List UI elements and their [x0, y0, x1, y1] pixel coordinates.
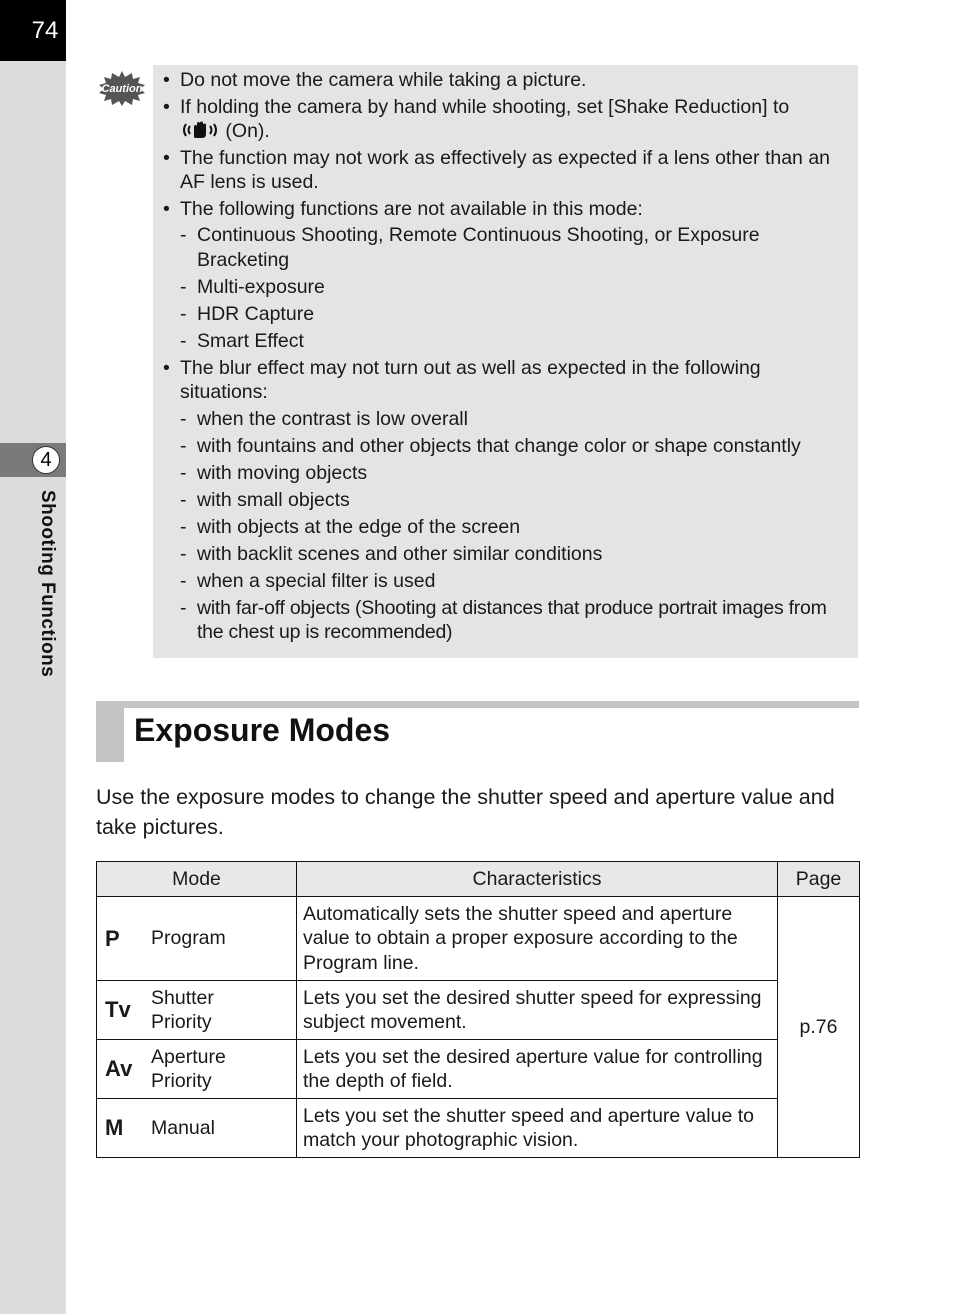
caution-item: • Do not move the camera while taking a picture.	[163, 69, 587, 91]
caution-subitem: - when a special filter is used	[180, 569, 436, 592]
table-row	[97, 981, 860, 1040]
mode-name: Aperture Priority	[151, 1045, 226, 1092]
column-header-characteristics: Characteristics	[297, 862, 778, 897]
caution-subitem: - Continuous Shooting, Remote Continuous Shooting, or Exposure Bracketing	[180, 224, 760, 271]
caution-subitem: - with fountains and other objects that change color or shape constantly	[180, 434, 801, 457]
caution-item: • The blur effect may not turn out as well as expected in the following situations:	[163, 356, 761, 403]
exposure-modes-table	[96, 861, 860, 1158]
caution-subitem: - HDR Capture	[180, 302, 315, 325]
mode-cell	[97, 981, 297, 1040]
mode-name: Manual	[151, 1116, 215, 1139]
column-header-page: Page	[778, 862, 860, 897]
caution-icon	[98, 70, 146, 106]
caution-subitem: - with backlit scenes and other similar conditions	[180, 542, 603, 565]
characteristics-cell: Lets you set the shutter speed and aperture value to match your photographic vision.	[297, 1099, 778, 1158]
caution-item: • The function may not work as effectively as expected if a lens other than an AF lens is used.	[163, 146, 831, 193]
section-intro: Use the exposure modes to change the shutter speed and aperture value and take pictures.	[96, 785, 835, 839]
chapter-title: Shooting Functions	[37, 490, 58, 678]
caution-subitem: - with small objects	[180, 488, 350, 511]
column-header-mode: Mode	[97, 862, 297, 897]
caution-subitem: - Smart Effect	[180, 329, 304, 352]
manual-mode-icon: M	[105, 1115, 124, 1140]
characteristics-cell: Automatically sets the shutter speed and aperture value to obtain a proper exposure according to the Program line.	[297, 897, 778, 981]
table-row	[97, 1099, 860, 1158]
program-mode-icon: P	[105, 925, 120, 951]
table-row	[97, 1040, 860, 1099]
caution-item: • If holding the camera by hand while shooting, set [Shake Reduction] to (On).	[163, 95, 790, 142]
page-reference: p.76	[778, 897, 860, 1158]
shutter-priority-mode-icon: Tv	[105, 997, 131, 1022]
mode-name: Shutter Priority	[151, 986, 214, 1033]
mode-name: Program	[151, 927, 226, 950]
characteristics-cell: Lets you set the desired aperture value for controlling the depth of field.	[297, 1040, 778, 1099]
caution-icon-label: Caution	[101, 83, 143, 95]
mode-cell	[97, 897, 297, 981]
section-title: Exposure Modes	[134, 712, 391, 748]
caution-subitem: - with moving objects	[180, 461, 368, 484]
caution-list	[153, 68, 858, 647]
chapter-number: 4	[32, 446, 60, 474]
caution-subitem: - when the contrast is low overall	[180, 407, 468, 430]
table-header-row	[97, 862, 860, 897]
caution-subitem: - Multi-exposure	[180, 275, 325, 298]
characteristics-cell: Lets you set the desired shutter speed for expressing subject movement.	[297, 981, 778, 1040]
caution-subitem: - with objects at the edge of the screen	[180, 515, 521, 538]
aperture-priority-mode-icon: Av	[105, 1056, 133, 1081]
caution-subitem: - with far-off objects (Shooting at distances that produce portrait images from the chest up is recommended)	[180, 596, 827, 643]
caution-item: • The following functions are not available in this mode:	[163, 197, 643, 220]
heading-rule	[96, 701, 859, 708]
mode-cell	[97, 1099, 297, 1158]
heading-marker	[96, 701, 124, 762]
shake-reduction-icon	[180, 120, 220, 140]
table-row	[97, 897, 860, 981]
mode-cell	[97, 1040, 297, 1099]
page-number: 74	[0, 0, 66, 61]
